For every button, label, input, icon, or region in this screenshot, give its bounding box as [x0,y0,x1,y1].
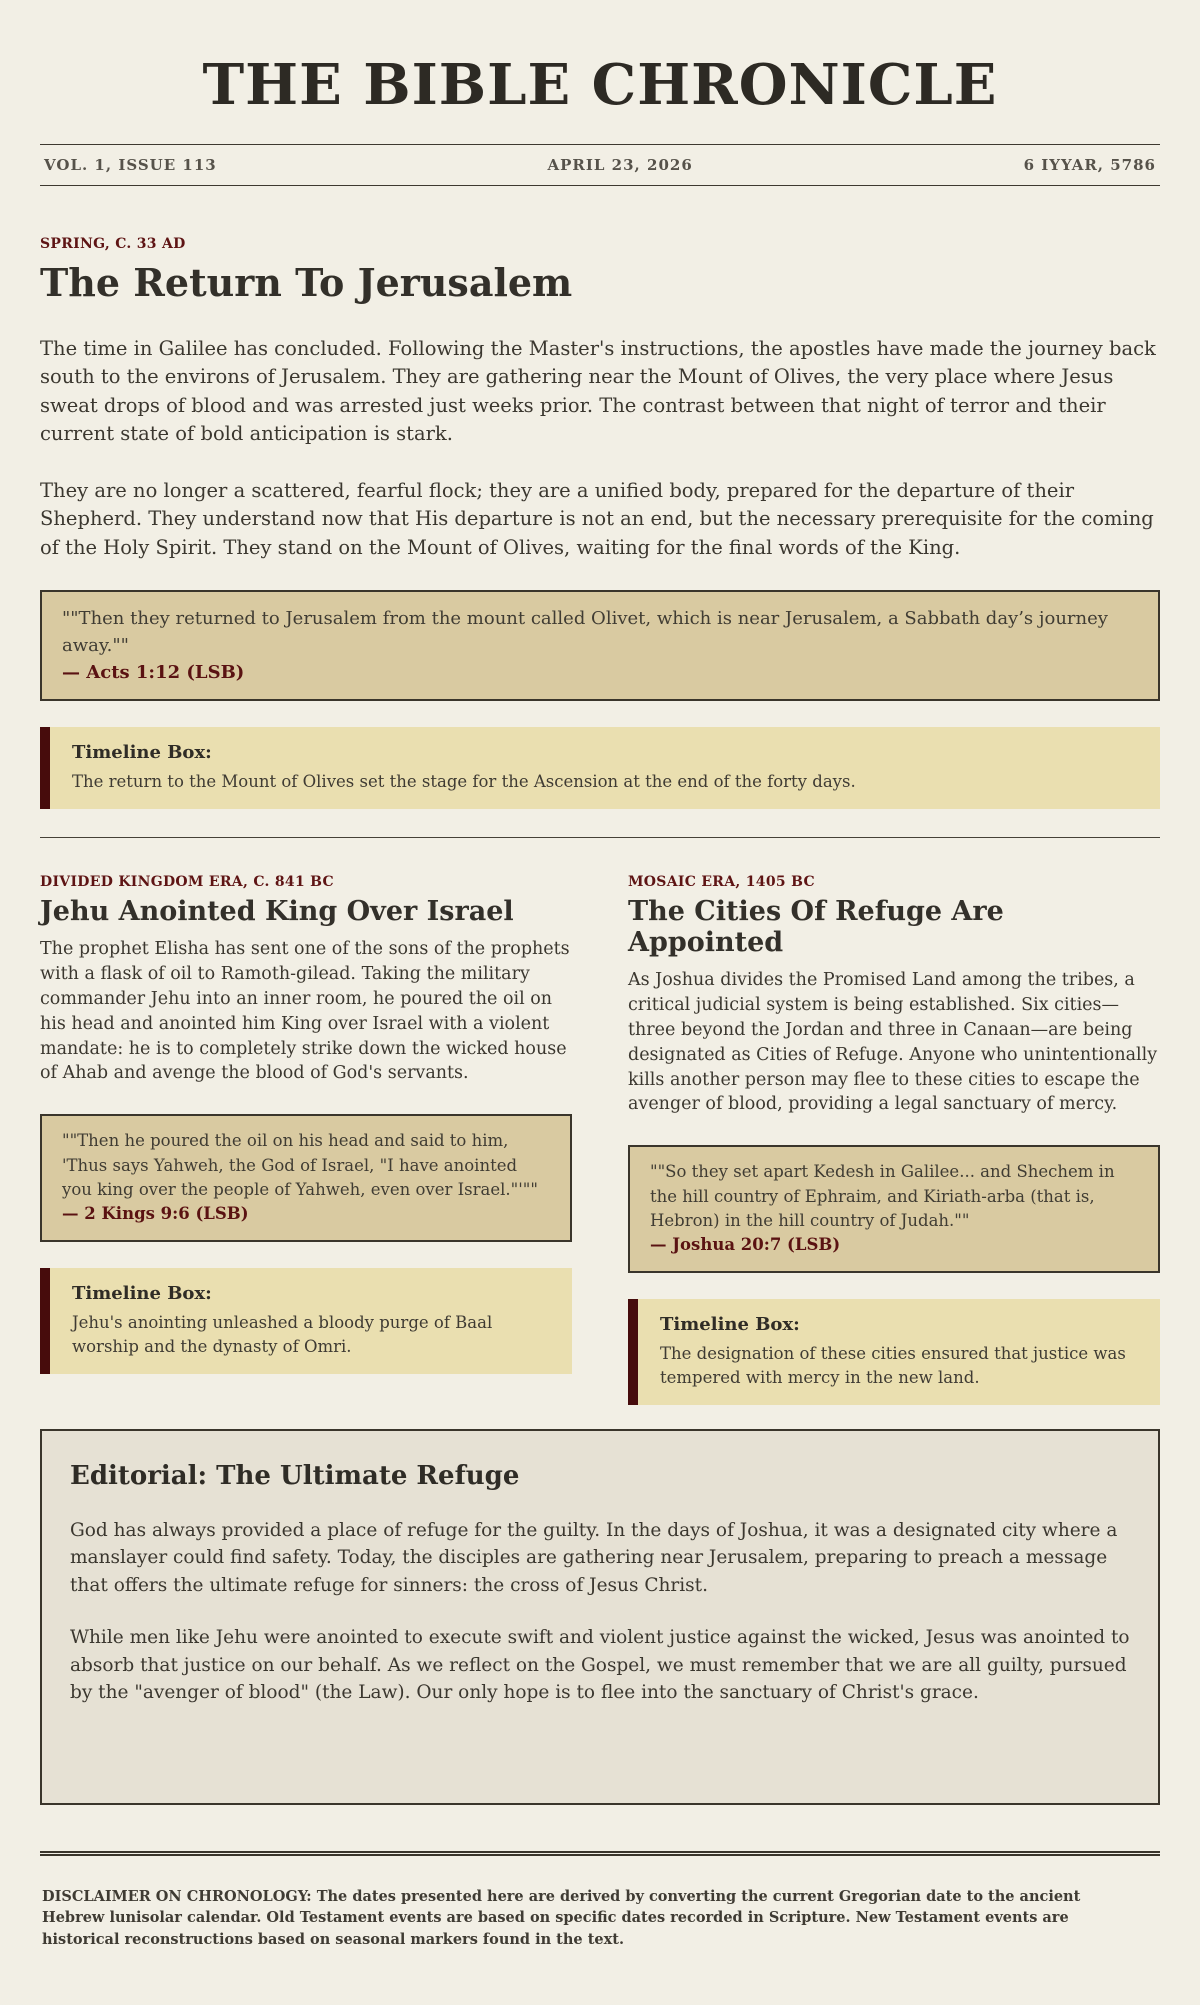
lead-paragraph: The time in Galilee has concluded. Following the Master's instructions, the apostles have made the journey back south to the environs of Jerusalem. They are gathering near the Mount of Olives, the very place where Jesus sweat drops of blood and was arrested just weeks prior. The contrast between that night of terror and their current state of bold anticipation is stark. [40,337,1156,446]
editorial-box [40,1429,1160,1806]
editorial-headline: Editorial: The Ultimate Refuge [70,1460,520,1491]
masthead [40,52,1160,186]
timeline-box [628,1299,1160,1405]
editorial-paragraph: While men like Jehu were anointed to execute swift and violent justice against the wicked, Jesus was anointed to absorb that justice on our behalf. As we reflect on the Gospel, we must remember that we are all guilty, pursued by the "avenger of blood" (the Law). Our only hope is to flee into the sanctuary of Christ's grace. [70,1626,1130,1704]
column-era-label: DIVIDED KINGDOM ERA, C. 841 BC [40,874,334,891]
quote-text: ""Then they returned to Jerusalem from the mount called Olivet, which is near Jerusalem, a Sabbath day’s journey away."" [62,608,1108,657]
lead-paragraph: They are no longer a scattered, fearful flock; they are a unified body, prepared for the departure of their Shepherd. They understand now that His departure is not an end, but the necessary prerequisite for the coming of the Holy Spirit. They stand on the Mount of Olives, waiting for the final words of the King. [40,478,1154,559]
column-article-refuge [628,874,1160,1405]
lead-body [40,335,1160,562]
timeline-box [40,1268,572,1374]
timeline-label: Timeline Box: [72,1282,212,1304]
issue-hebrew-date: 6 IYYAR, 5786 [1023,156,1156,174]
quote-attribution: — 2 Kings 9:6 (LSB) [62,1204,249,1224]
timeline-label: Timeline Box: [72,742,212,764]
quote-text: ""So they set apart Kedesh in Galilee... and Shechem in the hill country of Ephraim, and Kiriath-arba (that is, Hebron) in the hill country of Judah."" [650,1162,1115,1231]
scripture-quote-box [628,1145,1160,1273]
chronology-disclaimer: DISCLAIMER ON CHRONOLOGY: The dates presented here are derived by converting the current Gregorian date to the ancient Hebrew lunisolar calendar. Old Testament events are based on specific dates recorded in Scripture. New Testament events are historical reconstructions based on seasonal markers found in the text. [42,1887,1081,1949]
editorial-paragraph: God has always provided a place of refuge for the guilty. In the days of Joshua, it was a designated city where a manslayer could find safety. Today, the disciples are gathering near Jerusalem, preparing to preach a message that offers the ultimate refuge for sinners: the cross of Jesus Christ. [70,1519,1118,1597]
quote-attribution: — Acts 1:12 (LSB) [62,662,245,684]
quote-text: ""Then he poured the oil on his head and said to him, 'Thus says Yahweh, the God of Israel, "I have anointed you king over the people of Yahweh, even over Israel."'"" [62,1131,538,1200]
masthead-title: THE BIBLE CHRONICLE [202,52,998,118]
timeline-text: Jehu's anointing unleashed a bloody purge of Baal worship and the dynasty of Omri. [72,1312,493,1356]
issue-volume: VOL. 1, ISSUE 113 [44,156,217,174]
scripture-quote-box [40,1114,572,1242]
column-headline: The Cities Of Refuge Are Appointed [628,896,1004,959]
section-divider [40,837,1160,838]
quote-attribution: — Joshua 20:7 (LSB) [650,1235,841,1255]
timeline-box [40,727,1160,809]
column-article-jehu [40,874,572,1405]
scripture-quote-box [40,590,1160,701]
lead-headline: The Return To Jerusalem [40,260,573,305]
column-headline: Jehu Anointed King Over Israel [40,896,514,928]
issue-meta-row [40,144,1160,186]
column-body: As Joshua divides the Promised Land among the tribes, a critical judicial system is being established. Six cities—three beyond the Jordan and three in Canaan—are being designated as Cities of Refuge. Anyone who unintentionally kills another person may flee to these cities to escape the avenger of blood, providing a legal sanctuary of mercy. [628,970,1158,1115]
timeline-text: The return to the Mount of Olives set the stage for the Ascension at the end of the forty days. [72,772,856,792]
issue-date: APRIL 23, 2026 [547,156,693,174]
timeline-label: Timeline Box: [660,1313,800,1335]
lead-article [40,236,1160,809]
column-body: The prophet Elisha has sent one of the sons of the prophets with a flask of oil to Ramoth-gilead. Taking the military commander Jehu into an inner room, he poured the oil on his head and anointed him King over Israel with a violent mandate: he is to completely strike down the wicked house of Ahab and avenge the blood of God's servants. [40,939,570,1084]
lead-era-label: SPRING, C. 33 AD [40,236,186,252]
column-era-label: MOSAIC ERA, 1405 BC [628,874,815,891]
footer [40,1851,1160,2005]
timeline-text: The designation of these cities ensured that justice was tempered with mercy in the new land. [660,1343,1126,1387]
column-articles [40,874,1160,1405]
